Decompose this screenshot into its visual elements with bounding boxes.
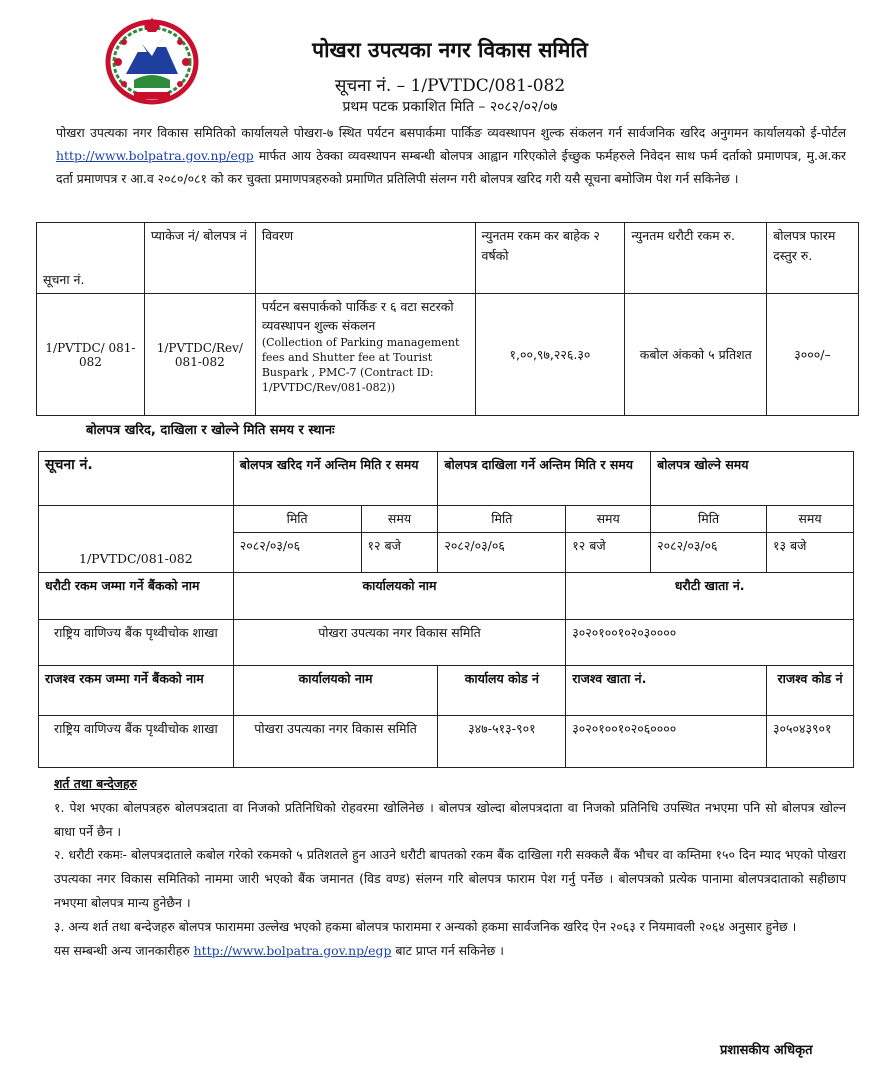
- submit-date: २०८२/०३/०६: [438, 533, 566, 573]
- th-notice-no: सूचना नं.: [37, 223, 145, 294]
- more-info-prefix: यस सम्बन्धी अन्य जानकारीहरु: [54, 942, 190, 958]
- term-1: १. पेश भएका बोलपत्रहरु बोलपत्रदाता वा निजको प्रतिनिधिको रोहवरमा खोलिनेछ । बोलपत्र खोल्दा बोलपत्रदाता वा निजको प्रतिनिधि उपस्थित नभएमा पनि सो बोलपत्र खोल्न बाधा पर्ने छैन ।: [54, 799, 846, 839]
- row-notice-no: 1/PVTDC/ 081-082: [37, 294, 145, 416]
- open-time-label: समय: [767, 506, 854, 533]
- schedule-caption: बोलपत्र खरिद, दाखिला र खोल्ने मिति समय र स्थानः: [86, 423, 335, 438]
- egp-portal-link[interactable]: http://www.bolpatra.gov.np/egp: [56, 148, 254, 163]
- description-english: (Collection of Parking management fees and Shutter fee at Tourist Buspark , PMC-7 (Contract ID: 1/PVTDC/Rev/081-082)): [261, 336, 460, 394]
- intro-paragraph: [56, 121, 846, 190]
- more-info-suffix: बाट प्राप्त गर्न सकिनेछ ।: [395, 942, 504, 958]
- term-2: २. धरौटी रकमः- बोलपत्रदाताले कबोल गरेको रकमको ५ प्रतिशतले हुन आउने धरौटी बापतको रकम बैंक दाखिला गरी सक्कलै बैंक भौचर वा कम्तिमा १५० दिन म्याद भएको पोखरा उपत्यका नगर विकास समितिको नाममा जारी भएको बैंक जमानत (विड वण्ड) संलग्न गरि बोलपत्र फाराम पेश गर्नु पर्नेछ । बोलपत्रको प्रत्येक पानामा बोलपत्रदाताको सहीछाप नभएमा बोलपत्र मान्य हुनेछैन ।: [54, 847, 846, 910]
- schedule-table: [38, 451, 854, 768]
- purchase-time: १२ बजे: [361, 533, 438, 573]
- purchase-date: २०८२/०३/०६: [233, 533, 361, 573]
- purchase-time-label: समय: [361, 506, 438, 533]
- submit-date-label: मिति: [438, 506, 566, 533]
- intro-text-1: पोखरा उपत्यका नगर विकास समितिको कार्यालयले पोखरा-७ स्थित पर्यटन बसपार्कमा पार्किङ व्यवस्थापन शुल्क संकलन गर्न सार्वजनिक खरिद अनुगमन कार्यालयको ई-पोर्टल: [56, 125, 846, 140]
- terms-section: [54, 772, 846, 962]
- th2-office-code: कार्यालय कोड नं: [438, 666, 566, 716]
- th2-office-name: कार्यालयको नाम: [233, 573, 566, 620]
- th-min-deposit: न्युनतम धरौटी रकम रु.: [625, 223, 767, 294]
- revenue-code: ३०५०४३९०१: [767, 716, 854, 768]
- th2-purchase-deadline: बोलपत्र खरिद गर्ने अन्तिम मिति र समय: [233, 452, 438, 506]
- more-info-line: [54, 939, 846, 963]
- th2-deposit-bank: धरौटी रकम जम्मा गर्ने बैंकको नाम: [39, 573, 234, 620]
- deposit-bank-name: राष्ट्रिय वाणिज्य बैंक पृथ्वीचोक शाखा: [39, 620, 234, 666]
- intro-text-2: मार्फत आय ठेक्का व्यवस्थापन सम्बन्धी बोलपत्र आह्वान गरिएकोले ईच्छुक फर्महरुले निवेदन साथ फर्म दर्ताको प्रमाणपत्र, मु.अ.कर दर्ता प्रमाणपत्र र आ.व २०८०/०८१ को कर चुक्ता प्रमाणपत्रहरुको प्रमाणित प्रतिलिपी संलग्न गरी बोलपत्र खरिद गरी यसै सूचना बमोजिम पेश गर्न सकिनेछ ।: [56, 148, 846, 186]
- row-description: [255, 294, 475, 416]
- signoff-admin-officer: प्रशासकीय अधिकृत: [720, 1043, 813, 1058]
- revenue-bank-name: राष्ट्रिय वाणिज्य बैंक पृथ्वीचोक शाखा: [39, 716, 234, 768]
- more-info-link[interactable]: http://www.bolpatra.gov.np/egp: [193, 942, 392, 958]
- submit-time-label: समय: [566, 506, 651, 533]
- submit-time: १२ बजे: [566, 533, 651, 573]
- th2-deposit-account: धरौटी खाता नं.: [566, 573, 854, 620]
- office-code: ३४७-५१३-९०१: [438, 716, 566, 768]
- th2-submit-deadline: बोलपत्र दाखिला गर्ने अन्तिम मिति र समय: [438, 452, 651, 506]
- deposit-office-name: पोखरा उपत्यका नगर विकास समिति: [233, 620, 566, 666]
- schedule-notice-no: 1/PVTDC/081-082: [39, 506, 234, 573]
- th2-revenue-account: राजश्व खाता नं.: [566, 666, 767, 716]
- row-form-fee: ३०००/–: [767, 294, 859, 416]
- term-3: ३. अन्य शर्त तथा बन्देजहरु बोलपत्र फाराममा उल्लेख भएको हकमा बोलपत्र फाराममा र अन्यको हकमा सार्वजनिक खरिद ऐन २०६३ र नियमावली २०६४ अनुसार हुनेछ ।: [54, 918, 797, 934]
- row-min-deposit: कबोल अंकको ५ प्रतिशत: [625, 294, 767, 416]
- th2-revenue-code: राजश्व कोड नं: [767, 666, 854, 716]
- revenue-office-name: पोखरा उपत्यका नगर विकास समिति: [233, 716, 438, 768]
- th2-revenue-bank: राजश्व रकम जम्मा गर्ने बैंकको नाम: [39, 666, 234, 716]
- purchase-date-label: मिति: [233, 506, 361, 533]
- terms-heading: शर्त तथा बन्देजहरु: [54, 776, 137, 791]
- open-time: १३ बजे: [767, 533, 854, 573]
- notice-number: सूचना नं. – 1/PVTDC/081-082: [334, 76, 566, 96]
- th2-notice-no: सूचना नं.: [39, 452, 234, 506]
- row-min-amount: १,००,९७,२२६.३०: [475, 294, 625, 416]
- th-min-amount: न्युनतम रकम कर बाहेक २ वर्षको: [475, 223, 625, 294]
- published-date: प्रथम पटक प्रकाशित मिति – २०८२/०२/०७: [342, 99, 558, 115]
- th2-revenue-office-name: कार्यालयको नाम: [233, 666, 438, 716]
- th-description: विवरण: [255, 223, 475, 294]
- th2-opening-time: बोलपत्र खोल्ने समय: [651, 452, 854, 506]
- open-date: २०८२/०३/०६: [651, 533, 767, 573]
- bid-details-table: [36, 222, 859, 416]
- deposit-account-no: ३०२०१००१०२०३००००: [566, 620, 854, 666]
- revenue-account-no: ३०२०१००१०२०६००००: [566, 716, 767, 768]
- organization-title: पोखरा उपत्यका नगर विकास समिति: [312, 38, 588, 62]
- row-package-no: 1/PVTDC/Rev/ 081-082: [144, 294, 255, 416]
- nepal-emblem-icon: [104, 14, 200, 106]
- open-date-label: मिति: [651, 506, 767, 533]
- th-package-no: प्याकेज नं/ बोलपत्र नं: [144, 223, 255, 294]
- description-nepali: पर्यटन बसपार्कको पार्किङ र ६ वटा सटरको व्यवस्थापन शुल्क संकलन: [261, 299, 454, 333]
- th-form-fee: बोलपत्र फारम दस्तुर रु.: [767, 223, 859, 294]
